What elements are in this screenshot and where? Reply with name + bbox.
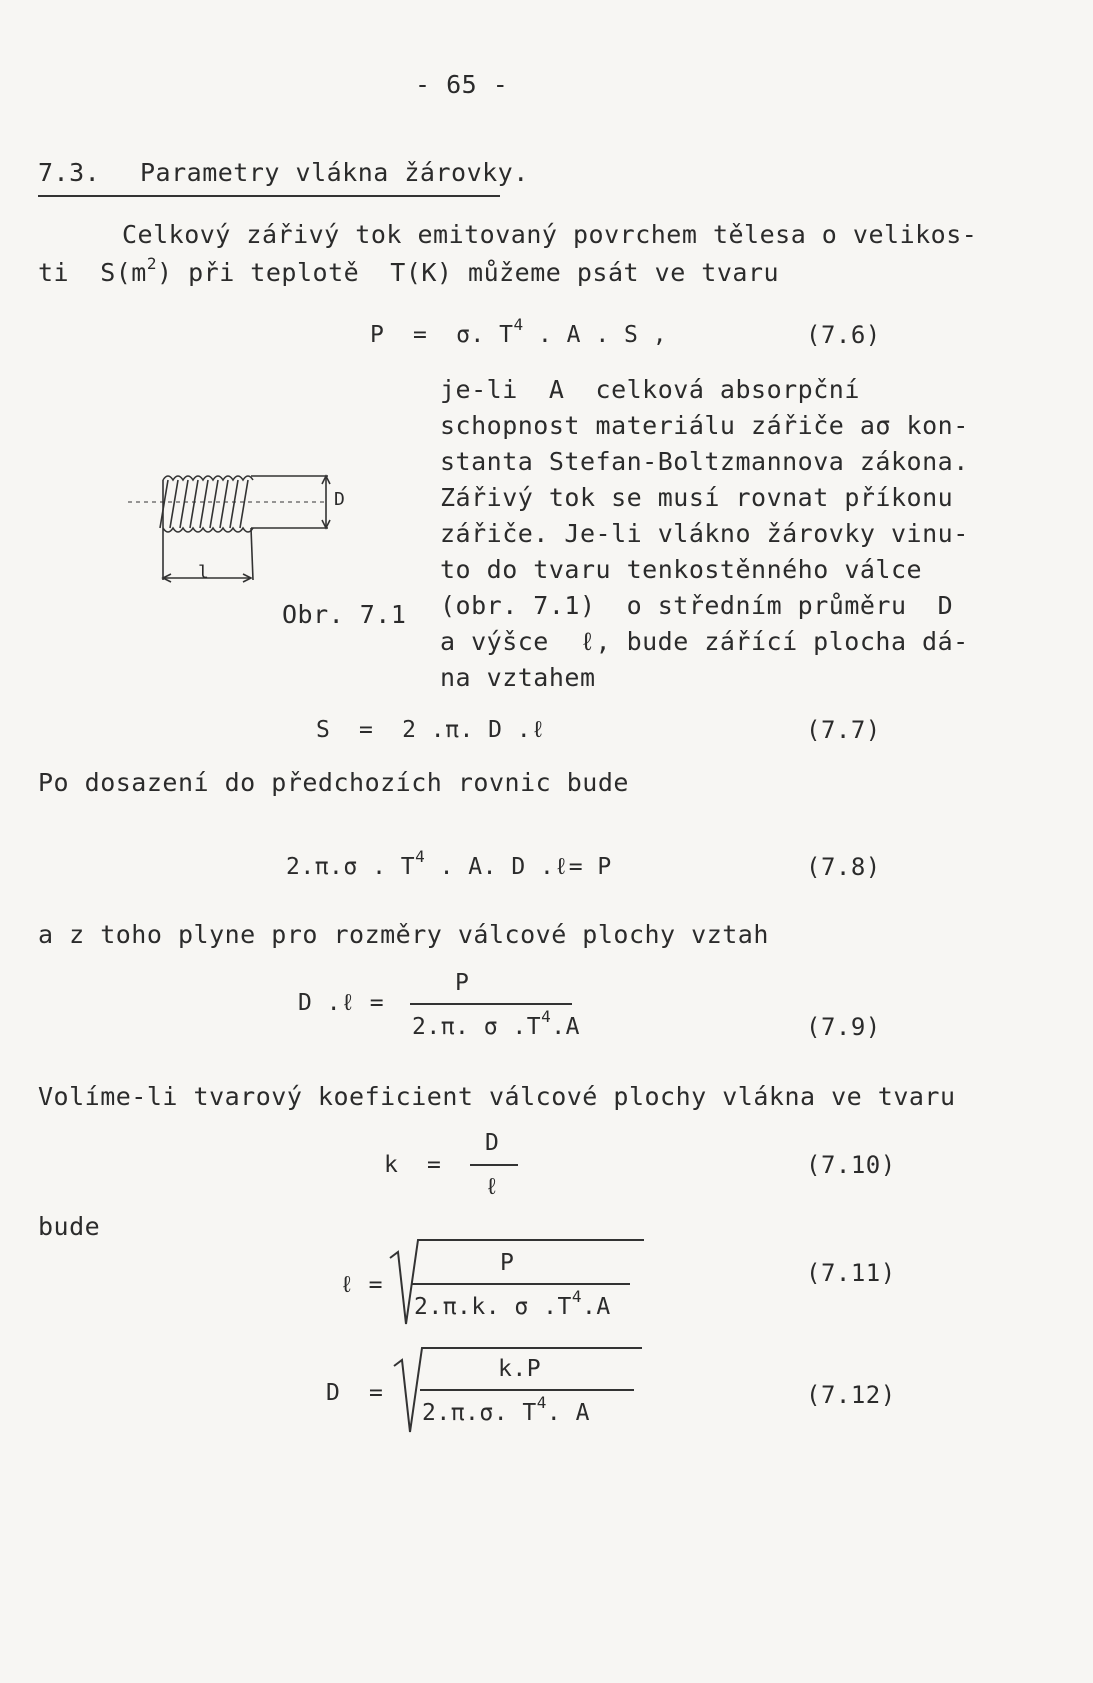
side-line: schopnost materiálu zářiče aσ kon- [440, 411, 969, 440]
equation-number-7-10: (7.10) [806, 1151, 896, 1179]
page-number: - 65 - [415, 70, 509, 99]
equation-7-12-lhs: D = [326, 1380, 384, 1406]
side-line: zářiče. Je-li vlákno žárovky vinu- [440, 519, 969, 548]
intro-line-1: Celkový zářivý tok emitovaný povrchem tělesa o velikos- [122, 220, 978, 249]
figure-label-l: l [198, 562, 210, 583]
equation-number-7-6: (7.6) [806, 321, 881, 349]
equation-number-7-7: (7.7) [806, 716, 881, 744]
side-line: a výšce ℓ, bude zářící plocha dá- [440, 627, 969, 656]
side-line: je-li A celková absorpční [440, 375, 860, 404]
equation-7-9-denominator: 2.π. σ $.T^4.A$ [412, 1007, 580, 1040]
figure-caption: Obr. 7.1 [282, 600, 407, 629]
equation-7-11-denominator: 2.π.k. σ $.T^4.A$ [414, 1287, 611, 1320]
paragraph-then: bude [38, 1212, 101, 1241]
equation-7-10-denominator: ℓ [485, 1174, 500, 1200]
equation-7-10-lhs: k = [384, 1152, 442, 1178]
paragraph-dimensions: a z toho plyne pro rozměry válcové plochy vztah [38, 920, 769, 949]
equation-7-12-fraction-bar [420, 1389, 634, 1391]
section-title: Parametry vlákna žárovky. [140, 158, 529, 187]
equation-number-7-8: (7.8) [806, 853, 881, 881]
equation-7-9-lhs: D .ℓ = [298, 990, 385, 1016]
equation-7-12-denominator: 2.π.σ. $T^4$. A [422, 1393, 590, 1426]
side-line: to do tvaru tenkostěnného válce [440, 555, 923, 584]
section-underline [38, 195, 500, 197]
equation-number-7-12: (7.12) [806, 1381, 896, 1409]
coil-figure [118, 450, 378, 620]
equation-7-11-lhs: ℓ = [340, 1272, 383, 1298]
equation-7-11-fraction-bar [412, 1283, 630, 1285]
equation-7-9-numerator: P [455, 970, 470, 996]
side-line: stanta Stefan-Boltzmannova zákona. [440, 447, 969, 476]
side-line: na vztahem [440, 663, 596, 692]
equation-7-7: S = 2 .π. D .ℓ [316, 717, 546, 743]
equation-number-7-9: (7.9) [806, 1013, 881, 1041]
equation-number-7-11: (7.11) [806, 1259, 896, 1287]
figure-label-d: D [334, 489, 346, 510]
equation-7-6: P = σ. $T^4$ . A . S , [370, 315, 668, 348]
section-number: 7.3. [38, 158, 101, 187]
equation-7-11-numerator: P [500, 1250, 515, 1276]
side-line: (obr. 7.1) o středním průměru D [440, 591, 954, 620]
intro-line-2: ti $S(m^2)$ při teplotě T(K) můžeme psát ve tvaru [38, 254, 780, 287]
equation-7-10-numerator: D [485, 1130, 500, 1156]
equation-7-10-fraction-bar [470, 1164, 518, 1166]
equation-7-9-fraction-bar [410, 1003, 572, 1005]
equation-7-12-numerator: k.P [498, 1356, 542, 1382]
paragraph-substitution: Po dosazení do předchozích rovnic bude [38, 768, 629, 797]
side-line: Zářivý tok se musí rovnat příkonu [440, 483, 954, 512]
equation-7-8: 2.π.σ . $T^4$ . A. D .ℓ= P [286, 847, 612, 880]
paragraph-shape-coefficient: Volíme-li tvarový koeficient válcové plochy vlákna ve tvaru [38, 1082, 956, 1111]
